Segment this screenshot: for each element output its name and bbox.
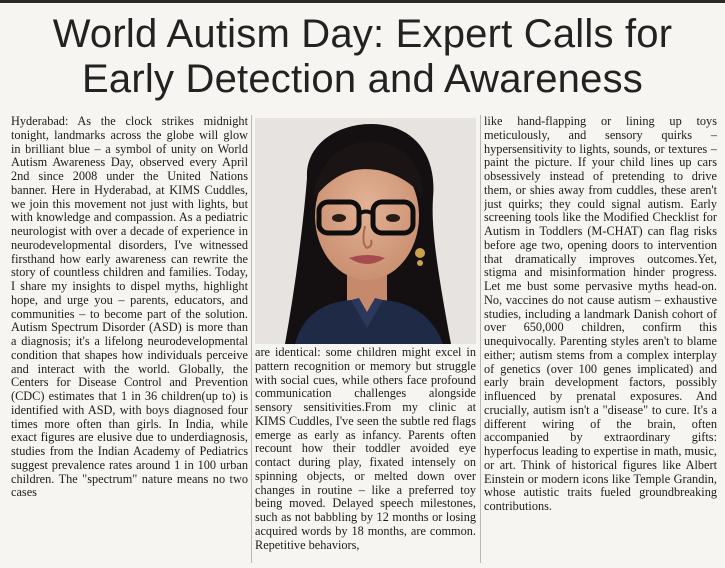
headline (10, 12, 715, 102)
column-divider (251, 115, 252, 563)
article-column-3: like hand-flapping or lining up toys meticulously, and sensory quirks – hypersensitivity to lights, sounds, or textures – paint the picture. If your child lines up cars obsessively instead of pretending to drive them, or shies away from cuddles, these aren't just quirks; they could signal autism. Early screening tools like the Modified Checklist for Autism in Toddlers (M-CHAT) can flag risks before age two, opening doors to intervention that dramatically improves outcomes.Yet, stigma and misinformation hinder progress. Let me bust some pervasive myths head-on. No, vaccines do not cause autism – exhaustive studies, including a landmark Danish cohort of over 650,000 children, confirm this unequivocally. Parenting styles aren't to blame either; autism stems from a complex interplay of genetics (over 100 genes implicated) and early brain development factors, possibly influenced by prenatal exposures. And crucially, autism isn't a "disease" to cure. It's a different wiring of the brain, often accompanied by extraordinary gifts: hyperfocus leading to expertise in math, music, or art. Think of historical figures like Albert Einstein or modern icons like Temple Grandin, whose autistic traits fueled groundbreaking contributions. (484, 115, 717, 513)
headline-line-1: World Autism Day: Expert Calls for (52, 12, 673, 56)
author-portrait-photo (255, 118, 476, 344)
column-divider (480, 115, 481, 563)
article-column-2: are identical: some children might excel in pattern recognition or memory but struggle with social cues, while others face profound communication challenges alongside sensory sensitivities.From my clinic at KIMS Cuddles, I've seen the subtle red flags emerge as early as infancy. Parents often recount how their toddler avoided eye contact during play, fixated intensely on spinning objects, or melted down over changes in routine – like a preferred toy being moved. Delayed speech milestones, such as not babbling by 12 months or losing acquired words by 18 months, are common. Repetitive behaviors, (255, 346, 476, 552)
article-column-1: Hyderabad: As the clock strikes midnight tonight, landmarks across the globe will glow in brilliant blue – a symbol of unity on World Autism Awareness Day, observed every April 2nd since 2008 under the United Nations banner. Here in Hyderabad, at KIMS Cuddles, we join this movement not just with lights, but with knowledge and compassion. As a pediatric neurologist with over a decade of experience in neurodevelopmental disorders, I've witnessed firsthand how early awareness can rewrite the story of countless children and families. Today, I share my insights to dispel myths, highlight hope, and urge you – parents, educators, and communities – to become part of the solution. Autism Spectrum Disorder (ASD) is more than a diagnosis; it's a lifelong neurodevelopmental condition that shapes how individuals perceive and interact with the world. Globally, the Centers for Disease Control and Prevention (CDC) estimates that 1 in 36 children(up to) is identified with ASD, with boys diagnosed four times more often than girls. In India, while exact figures are elusive due to underdiagnosis, studies from the Indian Academy of Pediatrics suggest prevalence rates around 1 in 100 urban children. The "spectrum" nature means no two cases (11, 115, 248, 500)
top-border-rule (0, 0, 725, 3)
headline-line-2: Early Detection and Awareness (82, 57, 643, 101)
